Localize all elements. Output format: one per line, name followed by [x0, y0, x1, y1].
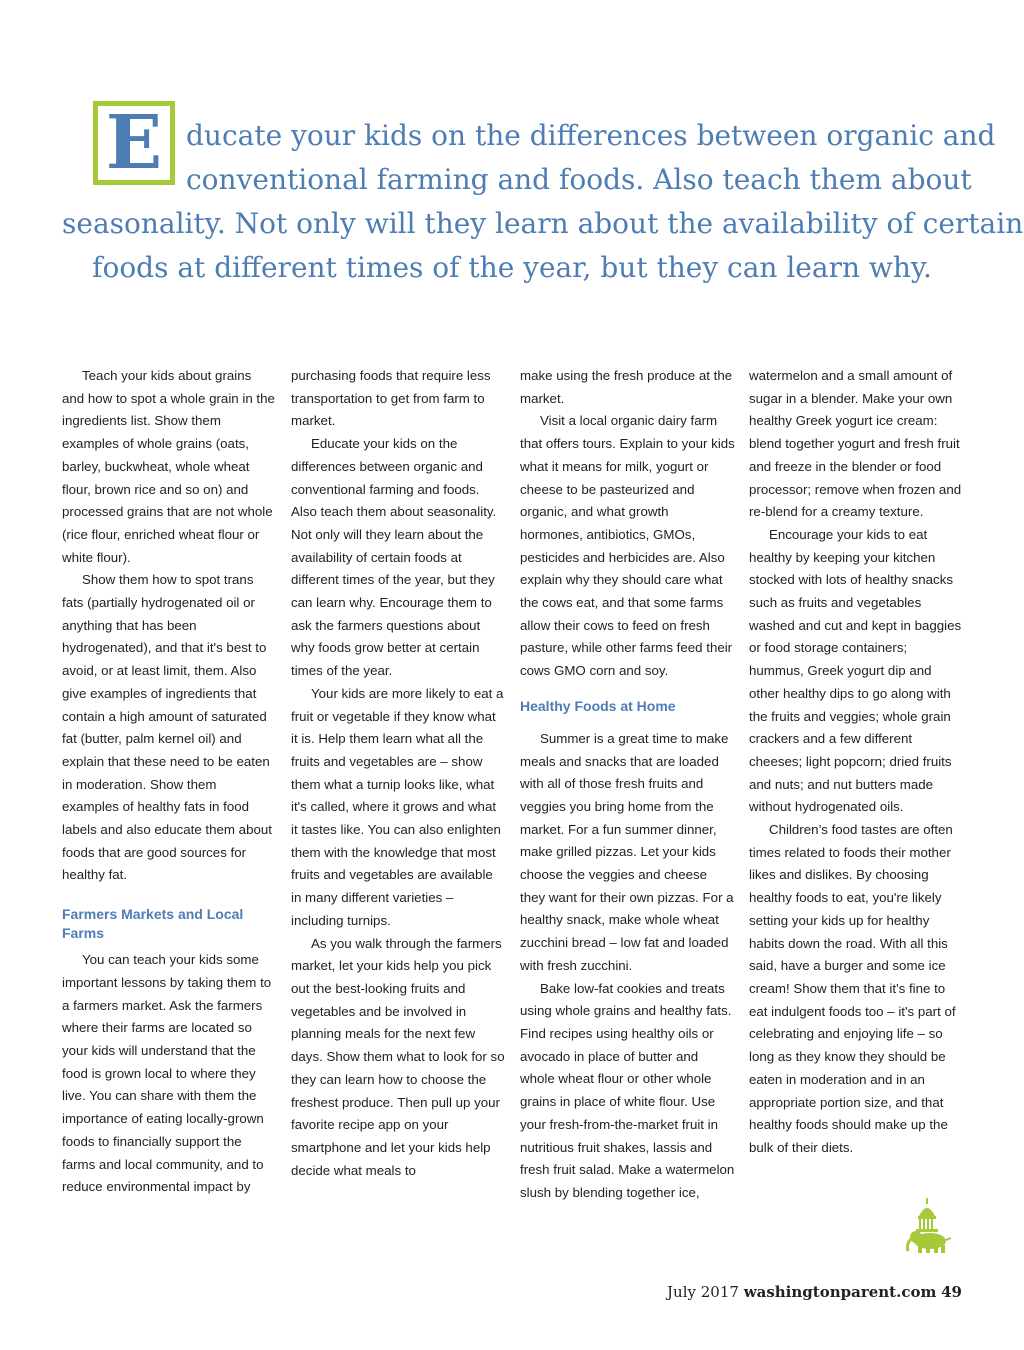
capitol-elephant-logo-icon — [904, 1196, 954, 1254]
paragraph: Show them how to spot trans fats (partially hydrogenated oil or anything that has been hydrogenated), and that it's best to avoid, or at least limit, them. Also give examples of ingredients that contain a high amount of saturated fat (butter, palm kernel oil) and explain that these need to be eaten in moderation. Show them examples of healthy fats in food labels and also educate them about foods that are good sources for healthy fat. — [62, 572, 272, 883]
article-column-1 — [62, 365, 277, 1199]
paragraph: purchasing foods that require less transportation to get from farm to market. — [291, 368, 491, 429]
article-column-4 — [749, 365, 964, 1160]
article-column-2 — [291, 365, 506, 1182]
paragraph: make using the fresh produce at the market. — [520, 368, 733, 406]
paragraph: Bake low-fat cookies and treats using whole grains and healthy fats. Find recipes using healthy oils or avocado in place of butter and whole wheat flour or other whole grains in place of white flour. Use your fresh-from-the-market fruit in nutritious fruit shakes, lassis and fresh fruit salad. Make a watermelon slush by blending together ice, — [520, 980, 735, 1200]
pull-quote-line-3: seasonality. Not only will they learn about the availability of certain — [62, 207, 1024, 240]
page-number: 49 — [941, 1283, 962, 1301]
paragraph: You can teach your kids some important lessons by taking them to a farmers market. Ask the farmers where their farms are located so your kids will understand that the food is grown local to where they live. You can share with them the importance of eating locally-grown foods to financially support the farms and local community, and to reduce environmental impact by — [62, 952, 272, 1195]
paragraph: Children’s food tastes are often times related to foods their mother likes and dislikes. By choosing healthy foods to eat, you're likely setting your kids up for healthy habits down the road. With all this said, have a burger and some ice cream! Show them that it's fine to eat indulgent foods too – it's part of celebrating and enjoying life – so long as they know they should be eaten in moderation and in an appropriate portion size, and that healthy foods should make up the bulk of their diets. — [749, 822, 956, 1155]
site-name: washingtonparent.com — [743, 1283, 937, 1301]
pull-quote-line-2: conventional farming and foods. Also teach them about — [186, 163, 972, 196]
paragraph: watermelon and a small amount of sugar in a blender. Make your own healthy Greek yogurt ice cream: blend together yogurt and fresh fruit and freeze in the blender or food processor; remove when frozen and re-blend for a creamy texture. — [749, 368, 962, 520]
paragraph: Educate your kids on the differences between organic and conventional farming and foods. Also teach them about seasonality. Not only will they learn about the availability of certain foods at different times of the year, but they can learn why. Encourage them to ask the farmers questions about why foods grow better at certain times of the year. — [291, 436, 497, 679]
paragraph: Your kids are more likely to eat a fruit or vegetable if they know what it is. Help them learn what all the fruits and vegetables are – show them what a turnip looks like, what it's called, where it grows and what it tastes like. You can also enlighten them with the knowledge that most fruits and vegetables are available in many different varieties – including turnips. — [291, 685, 504, 928]
pull-quote-line-4: foods at different times of the year, but they can learn why. — [92, 251, 932, 284]
section-heading-farmers-markets: Farmers Markets and Local Farms — [62, 906, 244, 942]
drop-cap-letter: E — [105, 100, 163, 186]
pull-quote-line-1: ducate your kids on the differences between organic and — [186, 119, 996, 152]
paragraph: Summer is a great time to make meals and snacks that are loaded with all of those fresh fruits and veggies you bring home from the market. For a fun summer dinner, make grilled pizzas. Let your kids choose the veggies and cheese they want for their own pizzas. For a healthy snack, make whole wheat zucchini bread – low fat and loaded with fresh zucchini. — [520, 730, 734, 973]
article-column-3 — [520, 365, 735, 1205]
drop-cap-box — [93, 101, 175, 185]
paragraph: Encourage your kids to eat healthy by keeping your kitchen stocked with lots of healthy snacks such as fruits and vegetables washed and cut and kept in baggies or food storage containers; hummus, Greek yogurt dip and other healthy dips to go along with the fruits and veggies; whole grain crackers and a few different cheeses; light popcorn; dried fruits and nuts; and nut butters made without hydrogenated oils. — [749, 526, 962, 815]
section-heading-healthy-foods: Healthy Foods at Home — [520, 697, 676, 714]
paragraph: Teach your kids about grains and how to spot a whole grain in the ingredients list. Show them examples of whole grains (oats, barley, buckwheat, whole wheat flour, brown rice and so on) and processed grains that are not whole (rice flour, enriched wheat flour or white flour). — [62, 368, 275, 565]
paragraph: Visit a local organic dairy farm that offers tours. Explain to your kids what it means for milk, yogurt or cheese to be pasteurized and organic, and what growth hormones, antibiotics, GMOs, pesticides and herbicides are. Also explain why they should care what the cows eat, and that some farms allow their cows to feed on fresh pasture, while other farms feed their cows GMO corn and soy. — [520, 413, 735, 679]
page-footer — [667, 1283, 962, 1301]
paragraph: As you walk through the farmers market, let your kids help you pick out the best-looking fruits and vegetables and be involved in planning meals for the next few days. Show them what to look for so they can learn how to choose the freshest produce. Then pull up your favorite recipe app on your smartphone and let your kids help decide what meals to — [291, 935, 505, 1178]
issue-date: July 2017 — [667, 1283, 739, 1301]
